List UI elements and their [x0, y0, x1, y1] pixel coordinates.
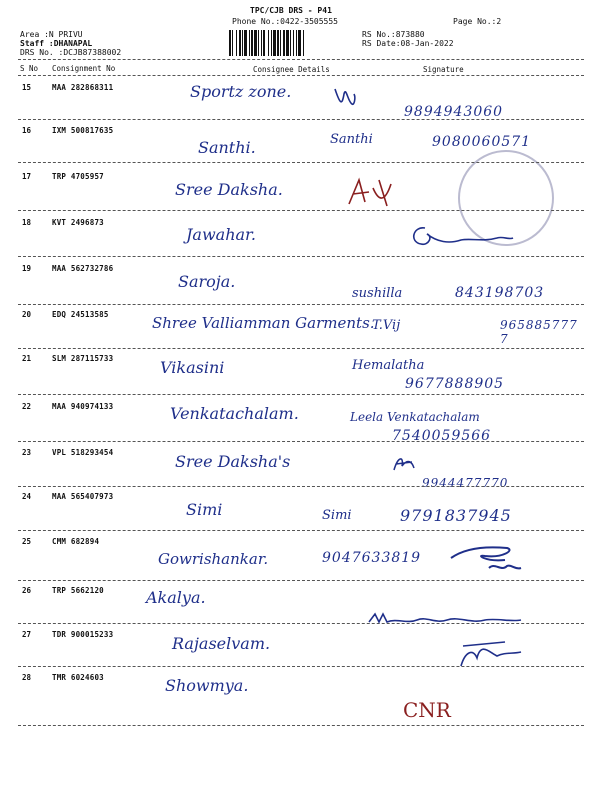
row-consignment: TMR 6024603	[52, 673, 104, 682]
row-sno: 26	[22, 586, 32, 595]
barcode-image	[229, 30, 357, 56]
row-divider	[18, 304, 584, 305]
row-consignment: KVT 2496873	[52, 218, 104, 227]
row-sno: 21	[22, 354, 32, 363]
signature-text: CNR	[403, 698, 451, 722]
signature-mark	[405, 220, 515, 254]
row-consignment: MAA 562732786	[52, 264, 114, 273]
row-divider	[18, 666, 584, 667]
row-consignment: TDR 900015233	[52, 630, 114, 639]
consignee-name: Jawahar.	[186, 225, 257, 244]
row-divider	[18, 486, 584, 487]
signature-text: Santhi	[330, 132, 373, 147]
signature-text: Hemalatha	[352, 358, 425, 373]
row-divider	[18, 580, 584, 581]
signature-text: Simi	[322, 508, 352, 523]
row-divider	[18, 348, 584, 349]
row-sno: 24	[22, 492, 32, 501]
row-divider	[18, 441, 584, 442]
row-sno: 17	[22, 172, 32, 181]
consignee-phone: 7540059566	[392, 428, 492, 444]
row-consignment: MAA 940974133	[52, 402, 114, 411]
signature-mark	[365, 612, 525, 672]
row-divider	[18, 394, 584, 395]
consignee-phone: 843198703	[455, 285, 545, 301]
signature-mark	[332, 84, 358, 112]
consignee-phone: 9944477770	[422, 476, 509, 490]
consignee-name: Akalya.	[146, 588, 206, 607]
row-divider	[18, 210, 584, 211]
area-label: Area :N PRIVU	[20, 30, 83, 39]
row-sno: 15	[22, 83, 32, 92]
row-consignment: SLM 287115733	[52, 354, 114, 363]
row-sno: 20	[22, 310, 32, 319]
consignee-name: Vikasini	[160, 358, 225, 377]
signature-text: sushilla	[352, 286, 403, 301]
consignee-name: Sportz zone.	[190, 82, 292, 101]
drs-number: DRS No. :DCJB87388002	[20, 48, 122, 57]
consignee-name: Gowrishankar.	[158, 550, 269, 568]
row-sno: 18	[22, 218, 32, 227]
consignee-name: Simi	[186, 500, 223, 519]
row-consignment: CMM 682894	[52, 537, 100, 546]
consignee-name: Rajaselvam.	[172, 634, 271, 653]
consignee-name: Venkatachalam.	[170, 404, 299, 423]
row-consignment: TRP 5662120	[52, 586, 104, 595]
row-divider	[18, 256, 584, 257]
divider	[18, 75, 584, 76]
consignee-phone: 9894943060	[404, 104, 504, 120]
row-sno: 23	[22, 448, 32, 457]
row-consignment: TRP 4705957	[52, 172, 104, 181]
signature-mark	[445, 538, 529, 578]
phone-number: Phone No.:0422-3505555	[232, 17, 338, 26]
staff-label: Staff :DHANAPAL	[20, 39, 93, 48]
rs-date: RS Date:08-Jan-2022	[362, 39, 454, 48]
signature-mark	[345, 176, 397, 210]
row-consignment: IXM 500817635	[52, 126, 114, 135]
col-consignment: Consignment No	[52, 64, 116, 73]
page-number: Page No.:2	[453, 17, 502, 26]
signature-text: T.Vij	[372, 318, 401, 333]
row-divider	[18, 119, 584, 120]
consignee-name: Santhi.	[198, 138, 256, 157]
consignee-phone: 9791837945	[400, 506, 512, 525]
col-consignee: Consignee Details	[253, 65, 330, 74]
row-divider	[18, 530, 584, 531]
consignee-name: Shree Valliamman Garments.	[152, 314, 375, 332]
row-sno: 27	[22, 630, 32, 639]
col-signature: Signature	[423, 65, 464, 74]
consignee-name: Sree Daksha's	[175, 452, 291, 471]
row-consignment: MAA 565407973	[52, 492, 114, 501]
signature-text: Leela Venkatachalam	[350, 410, 480, 424]
row-consignment: VPL 518293454	[52, 448, 114, 457]
consignee-phone: 9047633819	[322, 550, 422, 566]
consignee-name: Sree Daksha.	[175, 180, 283, 199]
row-sno: 19	[22, 264, 32, 273]
sheet-title: TPC/CJB DRS - P41	[250, 6, 332, 15]
row-sno: 16	[22, 126, 32, 135]
row-sno: 25	[22, 537, 32, 546]
consignee-phone: 9677888905	[405, 376, 505, 392]
signature-mark	[390, 452, 418, 476]
rs-number: RS No.:873880	[362, 30, 425, 39]
row-divider	[18, 725, 584, 726]
row-divider	[18, 162, 584, 163]
divider	[18, 59, 584, 60]
consignee-name: Saroja.	[178, 272, 236, 291]
row-consignment: MAA 282868311	[52, 83, 114, 92]
row-sno: 22	[22, 402, 32, 411]
row-consignment: EDQ 24513585	[52, 310, 109, 319]
consignee-phone: 9658857777	[500, 318, 578, 346]
consignee-phone: 9080060571	[432, 134, 532, 150]
row-sno: 28	[22, 673, 32, 682]
consignee-name: Showmya.	[165, 676, 249, 695]
col-sno: S No	[20, 64, 39, 73]
